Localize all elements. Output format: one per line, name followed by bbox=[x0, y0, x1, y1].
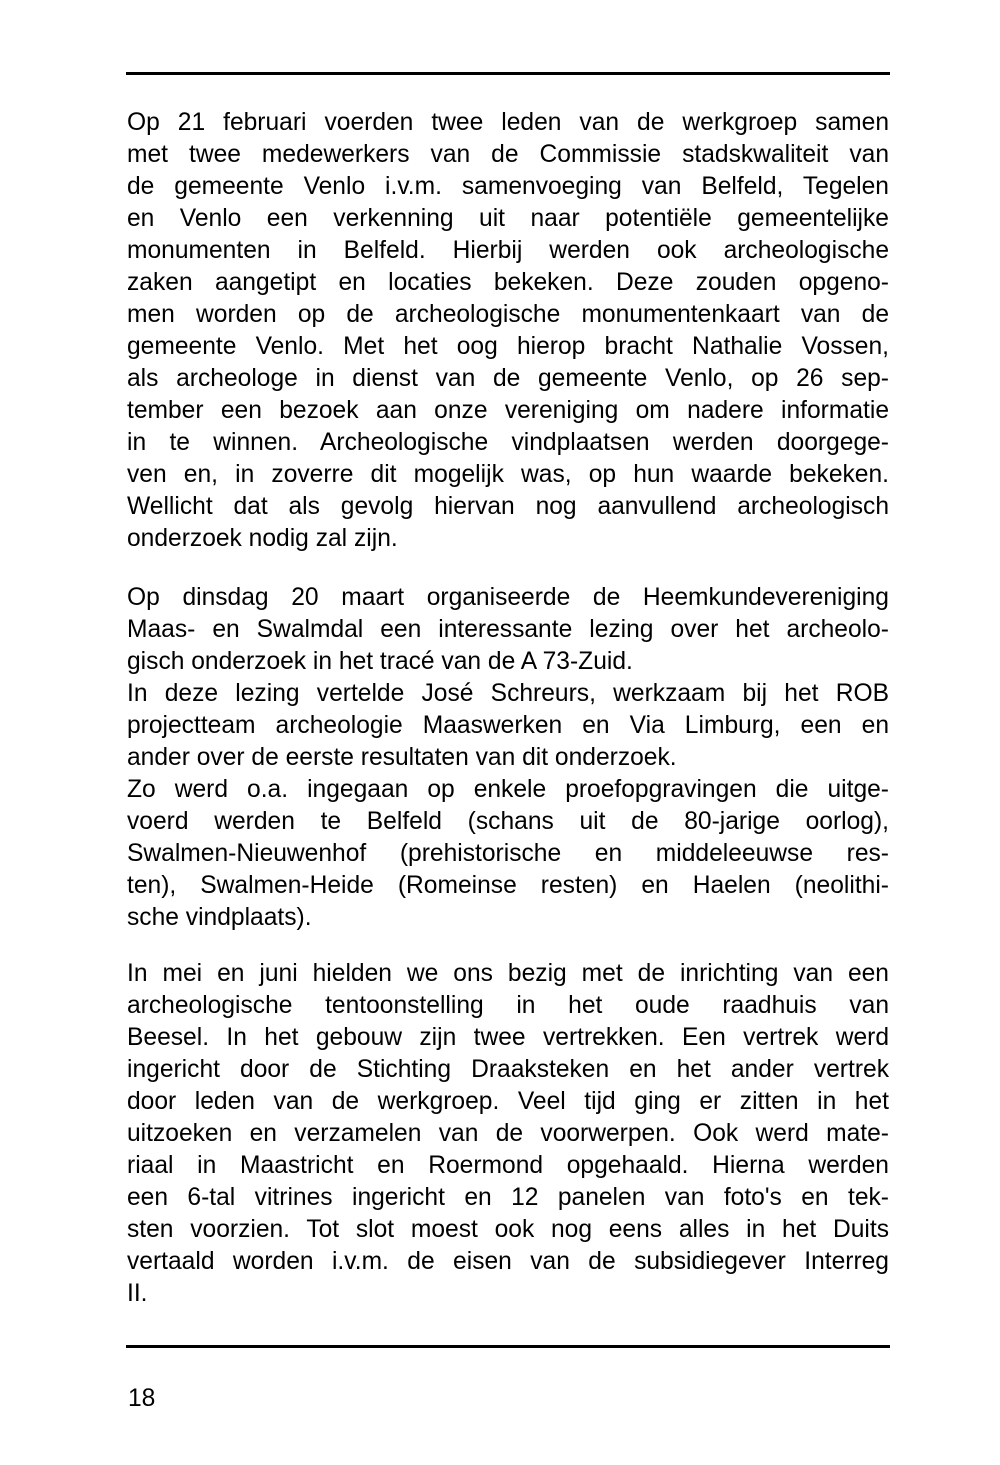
text-line: voerd werden te Belfeld (schans uit de 80-jarige oorlog), bbox=[127, 808, 889, 835]
text-line: men worden op de archeologische monumentenkaart van de bbox=[127, 301, 889, 328]
text-line: en Venlo een verkenning uit naar potentiële gemeentelijke bbox=[127, 205, 889, 232]
text-line: de gemeente Venlo i.v.m. samenvoeging van Belfeld, Tegelen bbox=[127, 173, 889, 200]
page-number: 18 bbox=[128, 1385, 156, 1412]
text-line: Op 21 februari voerden twee leden van de werkgroep samen bbox=[127, 109, 889, 136]
text-line: gemeente Venlo. Met het oog hierop bracht Nathalie Vossen, bbox=[127, 333, 889, 360]
text-line: gisch onderzoek in het tracé van de A 73-Zuid. bbox=[127, 648, 633, 675]
paragraph-tentoonstelling bbox=[127, 958, 889, 1310]
text-line: onderzoek nodig zal zijn. bbox=[127, 525, 398, 552]
text-line: riaal in Maastricht en Roermond opgehaald. Hierna werden bbox=[127, 1152, 889, 1179]
paragraph-lezing-a73 bbox=[127, 582, 889, 934]
text-line: In mei en juni hielden we ons bezig met de inrichting van een bbox=[127, 960, 889, 987]
text-line: sche vindplaats). bbox=[127, 904, 312, 931]
text-line: door leden van de werkgroep. Veel tijd ging er zitten in het bbox=[127, 1088, 889, 1115]
text-line: ingericht door de Stichting Draaksteken en het ander vertrek bbox=[127, 1056, 889, 1083]
text-line: In deze lezing vertelde José Schreurs, werkzaam bij het ROB bbox=[127, 680, 889, 707]
text-line: Wellicht dat als gevolg hiervan nog aanvullend archeologisch bbox=[127, 493, 889, 520]
text-line: sten voorzien. Tot slot moest ook nog eens alles in het Duits bbox=[127, 1216, 889, 1243]
text-line: tember een bezoek aan onze vereniging om nadere informatie bbox=[127, 397, 889, 424]
text-line: uitzoeken en verzamelen van de voorwerpen. Ook werd mate- bbox=[127, 1120, 889, 1147]
text-line: ander over de eerste resultaten van dit onderzoek. bbox=[127, 744, 677, 771]
text-line: in te winnen. Archeologische vindplaatsen werden doorgege- bbox=[127, 429, 889, 456]
text-line: Maas- en Swalmdal een interessante lezing over het archeolo- bbox=[127, 616, 889, 643]
text-line: monumenten in Belfeld. Hierbij werden ook archeologische bbox=[127, 237, 889, 264]
text-line: Zo werd o.a. ingegaan op enkele proefopgravingen die uitge- bbox=[127, 776, 889, 803]
text-line: als archeologe in dienst van de gemeente Venlo, op 26 sep- bbox=[127, 365, 889, 392]
text-line: Swalmen-Nieuwenhof (prehistorische en middeleeuwse res- bbox=[127, 840, 889, 867]
bottom-rule bbox=[126, 1345, 890, 1348]
text-line: Op dinsdag 20 maart organiseerde de Heemkundevereniging bbox=[127, 584, 889, 611]
top-rule bbox=[126, 72, 890, 75]
paragraph-werkgroep-verkenning bbox=[127, 107, 889, 555]
text-line: een 6-tal vitrines ingericht en 12 panelen van foto's en tek- bbox=[127, 1184, 889, 1211]
text-line: vertaald worden i.v.m. de eisen van de subsidiegever Interreg bbox=[127, 1248, 889, 1275]
text-line: ven en, in zoverre dit mogelijk was, op hun waarde bekeken. bbox=[127, 461, 889, 488]
text-line: zaken aangetipt en locaties bekeken. Deze zouden opgeno- bbox=[127, 269, 889, 296]
text-line: archeologische tentoonstelling in het oude raadhuis van bbox=[127, 992, 889, 1019]
text-line: II. bbox=[127, 1280, 148, 1307]
text-line: met twee medewerkers van de Commissie stadskwaliteit van bbox=[127, 141, 889, 168]
text-line: Beesel. In het gebouw zijn twee vertrekken. Een vertrek werd bbox=[127, 1024, 889, 1051]
text-line: ten), Swalmen-Heide (Romeinse resten) en Haelen (neolithi- bbox=[127, 872, 889, 899]
text-line: projectteam archeologie Maaswerken en Via Limburg, een en bbox=[127, 712, 889, 739]
